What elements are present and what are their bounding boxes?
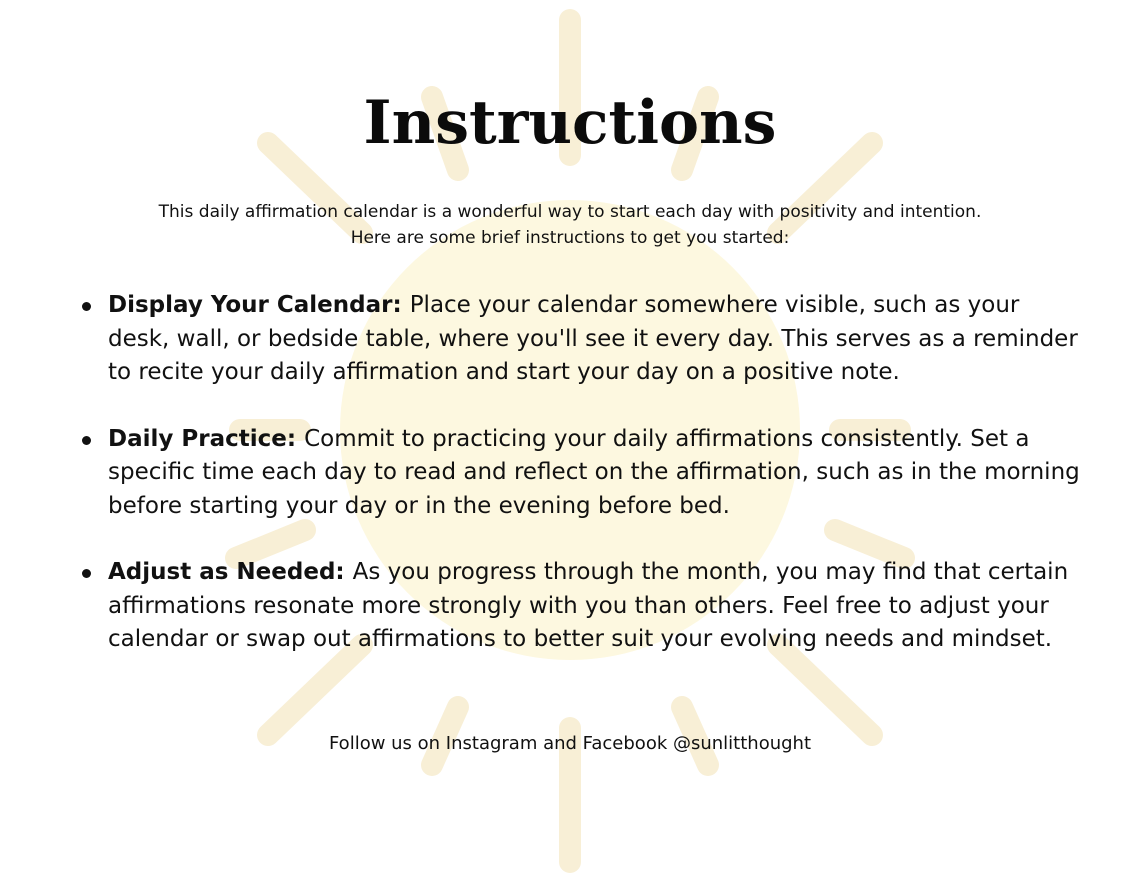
list-item-heading: Adjust as Needed: xyxy=(108,559,353,585)
list-item-text: As you progress through the month, you may find that certain affirmations resonate more strongly with you than others. Feel free to adjust your calendar or swap out affirmations to better suit your evolving needs and mindset. xyxy=(108,559,1069,652)
intro-line-2: Here are some brief instructions to get you started: xyxy=(350,228,790,248)
list-item xyxy=(108,556,1083,657)
page-title: Instructions xyxy=(363,88,777,158)
list-item-heading: Display Your Calendar: xyxy=(108,292,410,318)
intro-paragraph xyxy=(70,199,1070,251)
list-item-text: Place your calendar somewhere visible, such as your desk, wall, or bedside table, where you'll see it every day. This serves as a reminder to recite your daily affirmation and start your day on a positive note. xyxy=(108,292,1078,385)
list-item-heading: Daily Practice: xyxy=(108,425,305,452)
list-item xyxy=(108,423,1083,524)
intro-line-1: This daily affirmation calendar is a wonderful way to start each day with positivity and intention. xyxy=(158,202,982,222)
social-footer: Follow us on Instagram and Facebook @sunlitthought xyxy=(328,733,812,754)
list-item xyxy=(108,289,1083,390)
list-item-text: Commit to practicing your daily affirmations consistently. Set a specific time each day to read and reflect on the affirmation, such as in the morning before starting your day or in the evening before bed. xyxy=(108,425,1080,519)
instructions-list xyxy=(108,289,1083,690)
